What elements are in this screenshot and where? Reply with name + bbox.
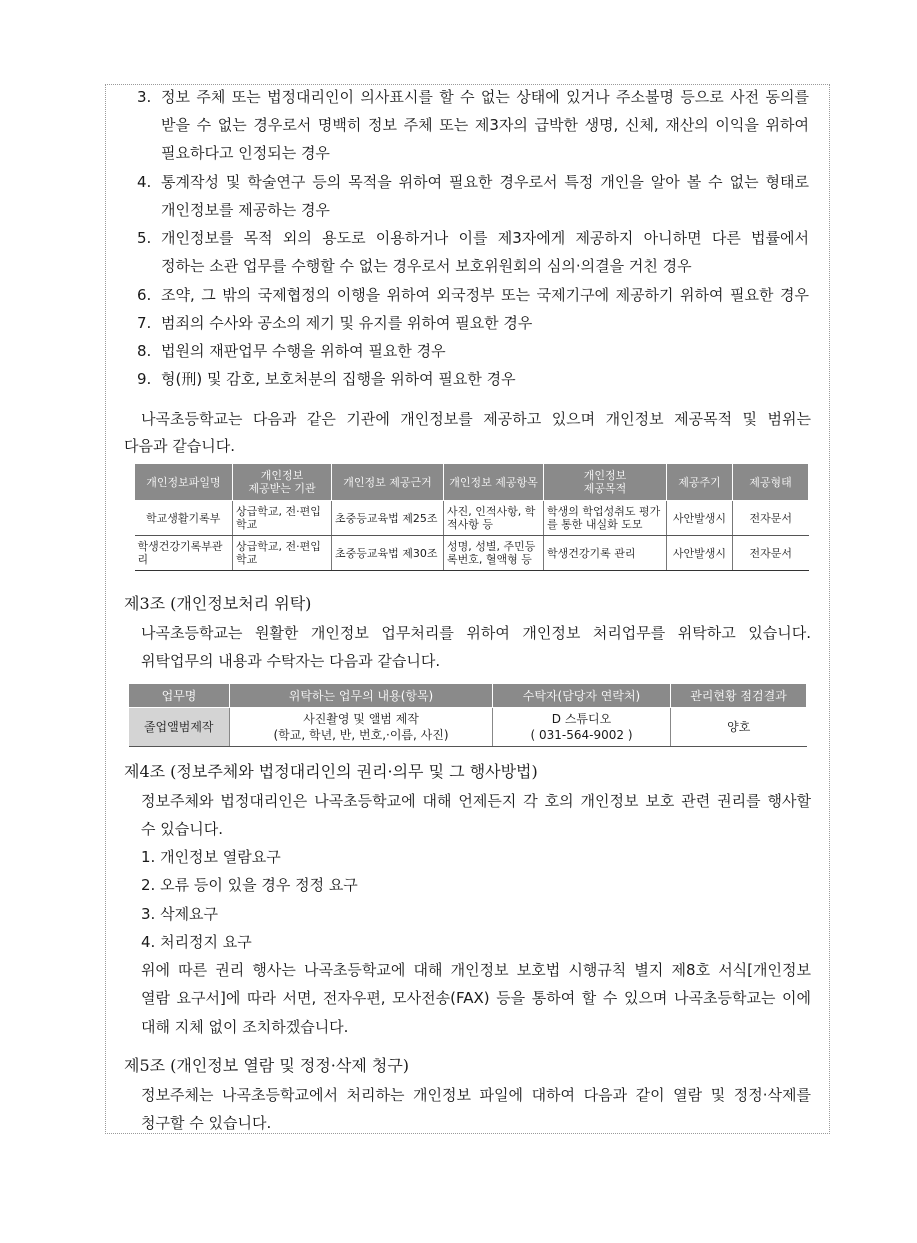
contractor-name: D 스튜디오 xyxy=(551,712,612,726)
article-4-tail-line: 위에 따른 권리 행사는 나곡초등학교에 대해 개인정보 보호법 시행규칙 별지 제8호 서식[개인정보 xyxy=(141,961,811,979)
list-item-number: 5. xyxy=(137,229,152,247)
table-cell: 전자문서 xyxy=(733,536,809,571)
list-item-line: 개인정보를 제공하는 경우 xyxy=(161,201,330,219)
table-cell: 초중등교육법 제30조 xyxy=(332,536,444,571)
table-row xyxy=(135,536,809,571)
article-5-body-line: 정보주체는 나곡초등학교에서 처리하는 개인정보 파일에 대하여 다음과 같이 열람 및 정정·삭제를 xyxy=(141,1086,811,1104)
list-item-line: 통계작성 및 학술연구 등의 목적을 위하여 필요한 경우로서 특정 개인을 알아 볼 수 없는 형태로 xyxy=(161,173,809,191)
list-item-line: 조약, 그 밖의 국제협정의 이행을 위하여 외국정부 또는 국제기구에 제공하기 위하여 필요한 경우 xyxy=(161,286,809,304)
table-cell: 졸업앨범제작 xyxy=(129,708,230,747)
list-item-number: 7. xyxy=(137,314,152,332)
list-item-number: 4. xyxy=(137,173,152,191)
rights-list-item: 2. 오류 등이 있을 경우 정정 요구 xyxy=(141,876,358,894)
entrustment-table xyxy=(128,683,807,747)
article-5-body-line: 청구할 수 있습니다. xyxy=(141,1114,272,1132)
column-header: 개인정보파일명 xyxy=(135,464,233,501)
column-header: 개인정보 제공근거 xyxy=(332,464,444,501)
table-cell: 초중등교육법 제25조 xyxy=(332,501,444,536)
list-item-number: 8. xyxy=(137,342,152,360)
article-4-tail-line: 대해 지체 없이 조치하겠습니다. xyxy=(141,1018,349,1036)
column-header: 제공형태 xyxy=(733,464,809,501)
column-header: 제공주기 xyxy=(667,464,733,501)
table-row xyxy=(135,501,809,536)
article-3-body-line: 위탁업무의 내용과 수탁자는 다음과 같습니다. xyxy=(141,652,441,670)
list-item-number: 6. xyxy=(137,286,152,304)
provision-table xyxy=(134,463,809,571)
column-header: 개인정보 제공목적 xyxy=(544,464,667,501)
intro-line: 다음과 같습니다. xyxy=(124,437,235,455)
list-item-line: 범죄의 수사와 공소의 제기 및 유지를 위하여 필요한 경우 xyxy=(161,314,533,332)
list-item-number: 3. xyxy=(137,88,152,106)
article-4-tail-line: 열람 요구서]에 따라 서면, 전자우편, 모사전송(FAX) 등을 통하여 할 수 있으며 나곡초등학교는 이에 xyxy=(141,989,811,1007)
column-header: 업무명 xyxy=(129,684,230,708)
table-cell: 사안발생시 xyxy=(667,536,733,571)
list-item-line: 정보 주체 또는 법정대리인이 의사표시를 할 수 없는 상태에 있거나 주소불명 등으로 사전 동의를 xyxy=(161,88,809,106)
table-header-row xyxy=(129,684,807,708)
task-items: (학교, 학년, 반, 번호,·이름, 사진) xyxy=(273,728,449,742)
list-item-line: 정하는 소관 업무를 수행할 수 없는 경우로서 보호위원회의 심의·의결을 거친 경우 xyxy=(161,257,692,275)
table-cell: 학생건강기록부관리 xyxy=(135,536,233,571)
rights-list-item: 4. 처리정지 요구 xyxy=(141,933,252,951)
intro-line: 나곡초등학교는 다음과 같은 기관에 개인정보를 제공하고 있으며 개인정보 제공목적 및 범위는 xyxy=(141,410,811,428)
table-row xyxy=(129,708,807,747)
article-3-body-line: 나곡초등학교는 원활한 개인정보 업무처리를 위하여 개인정보 처리업무를 위탁하고 있습니다. xyxy=(141,624,811,642)
list-item-line: 필요하다고 인정되는 경우 xyxy=(161,144,330,162)
table-header-row xyxy=(135,464,809,501)
column-header: 수탁자(담당자 연락처) xyxy=(493,684,671,708)
table-cell: 사진, 인적사항, 학적사항 등 xyxy=(444,501,544,536)
table-cell: 학생의 학업성취도 평가를 통한 내실화 도모 xyxy=(544,501,667,536)
column-header: 위탁하는 업무의 내용(항목) xyxy=(230,684,493,708)
article-4-heading: 제4조 (정보주체와 법정대리인의 권리·의무 및 그 행사방법) xyxy=(124,762,538,781)
table-cell: 성명, 성별, 주민등록번호, 혈액형 등 xyxy=(444,536,544,571)
rights-list-item: 1. 개인정보 열람요구 xyxy=(141,848,281,866)
article-3-heading: 제3조 (개인정보처리 위탁) xyxy=(124,594,312,613)
article-4-body-line: 수 있습니다. xyxy=(141,820,223,838)
list-item-line: 개인정보를 목적 외의 용도로 이용하거나 이를 제3자에게 제공하지 아니하면 다른 법률에서 xyxy=(161,229,809,247)
table-cell: 전자문서 xyxy=(733,501,809,536)
table-cell: 학교생활기록부 xyxy=(135,501,233,536)
list-item-line: 법원의 재판업무 수행을 위하여 필요한 경우 xyxy=(161,342,446,360)
article-5-heading: 제5조 (개인정보 열람 및 정정·삭제 청구) xyxy=(124,1056,410,1075)
table-cell: 사안발생시 xyxy=(667,501,733,536)
column-header: 개인정보 제공항목 xyxy=(444,464,544,501)
list-item-line: 형(刑) 및 감호, 보호처분의 집행을 위하여 필요한 경우 xyxy=(161,370,516,388)
list-item-line: 받을 수 없는 경우로서 명백히 정보 주체 또는 제3자의 급박한 생명, 신체, 재산의 이익을 위하여 xyxy=(161,116,809,134)
column-header: 관리현황 점검결과 xyxy=(671,684,807,708)
table-cell: 상급학교, 전·편입학교 xyxy=(233,501,332,536)
article-4-body-line: 정보주체와 법정대리인은 나곡초등학교에 대해 언제든지 각 호의 개인정보 보호 관련 권리를 행사할 xyxy=(141,792,811,810)
table-cell xyxy=(230,708,493,747)
task-content: 사진촬영 및 앨범 제작 xyxy=(303,712,419,726)
table-cell xyxy=(493,708,671,747)
contractor-phone: ( 031-564-9002 ) xyxy=(530,728,633,742)
list-item-number: 9. xyxy=(137,370,152,388)
table-cell: 양호 xyxy=(671,708,807,747)
table-cell: 학생건강기록 관리 xyxy=(544,536,667,571)
table-cell: 상급학교, 전·편입학교 xyxy=(233,536,332,571)
rights-list-item: 3. 삭제요구 xyxy=(141,905,219,923)
column-header: 개인정보 제공받는 기관 xyxy=(233,464,332,501)
